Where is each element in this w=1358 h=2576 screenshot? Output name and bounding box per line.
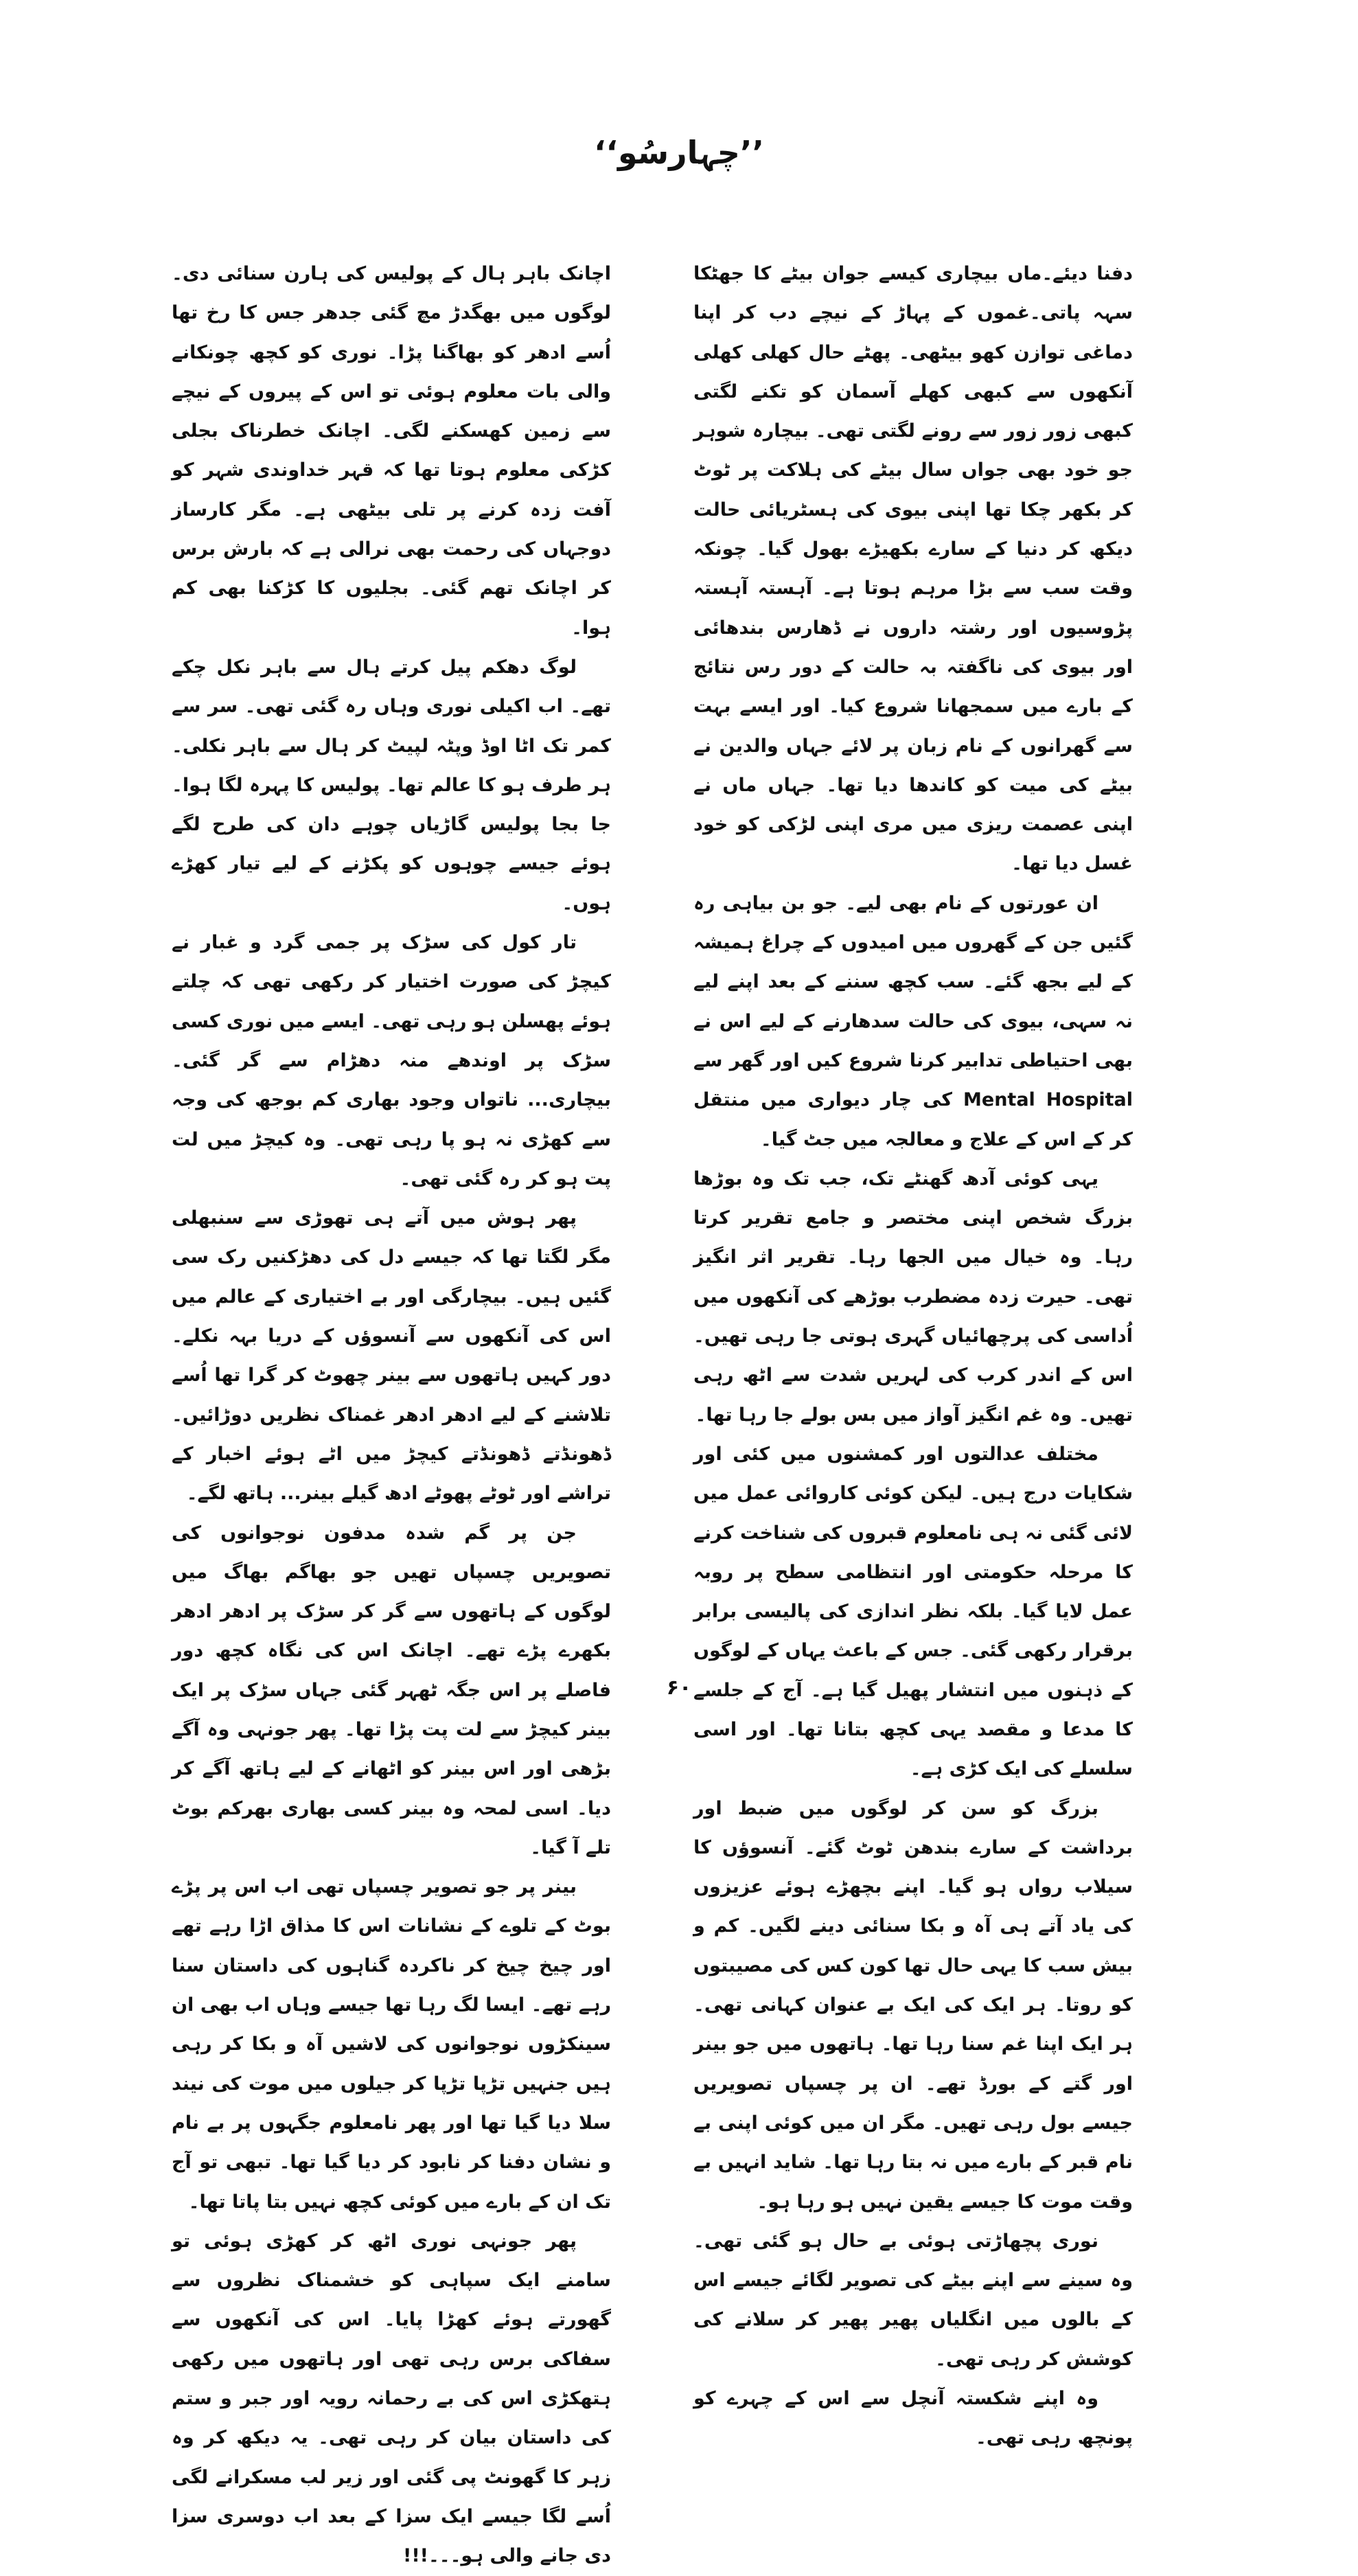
paragraph: اچانک باہر ہال کے پولیس کی ہارن سنائی دی۔ لوگوں میں بھگدڑ مچ گئی جدھر جس کا رخ تھا اُسے ادھر کو بھاگنا پڑا۔ نوری کو کچھ چونکانے والی بات معلوم ہوئی تو اس کے پیروں کے نیچے سے زمین کھسکنے لگی۔ اچانک خطرناک بجلی کڑکی معلوم ہوتا تھا کہ قہر خداوندی شہر کو آفت زدہ کرنے پر تلی بیٹھی ہے۔ مگر کارساز دوجہاں کی رحمت بھی نرالی ہے کہ بارش برس کر اچانک تھم گئی۔ بجلیوں کا کڑکنا بھی کم ہوا۔ xyxy=(172,263,611,639)
paragraph: بزرگ کو سن کر لوگوں میں ضبط اور برداشت کے سارے بندھن ٹوٹ گئے۔ آنسوؤں کا سیلاب رواں ہو گیا۔ اپنے بچھڑے ہوئے عزیزوں کی یاد آتے ہی آہ و بکا سنائی دینے لگیں۔ کم و بیش سب کا یہی حال تھا کون کس کی مصیبتوں کو روتا۔ ہر ایک کی ایک بے عنوان کہانی تھی۔ ہر ایک اپنا غم سنا رہا تھا۔ ہاتھوں میں جو بینر اور گتے کے بورڈ تھے۔ ان پر چسپاں تصویریں جیسے بول رہی تھیں۔ مگر ان میں کوئی اپنی بے نام قبر کے بارے میں نہ بتا رہا تھا۔ شاید انہیں بے وقت موت کا جیسے یقین نہیں ہو رہا ہو۔ xyxy=(693,1797,1133,2213)
paragraph: جن پر گم شدہ مدفون نوجوانوں کی تصویریں چسپاں تھیں جو بھاگم بھاگ میں لوگوں کے ہاتھوں سے گر کر سڑک پر ادھر ادھر بکھرے پڑے تھے۔ اچانک اس کی نگاہ کچھ دور فاصلے پر اس جگہ ٹھہر گئی جہاں سڑک پر ایک بینر کیچڑ سے لت پت پڑا تھا۔ پھر جونہی وہ آگے بڑھی اور اس بینر کو اٹھانے کے لیے ہاتھ آگے کر دیا۔ اسی لمحہ وہ بینر کسی بھاری بھرکم بوٹ تلے آ گیا۔ xyxy=(172,1522,611,1858)
page-title: ’’چہارسُو‘‘ xyxy=(594,134,764,171)
paragraph: پھر ہوش میں آتے ہی تھوڑی سے سنبھلی مگر لگتا تھا کہ جیسے دل کی دھڑکنیں رک سی گئیں ہیں۔ بیچارگی اور بے اختیاری کے عالم میں اس کی آنکھوں سے آنسوؤں کے دریا بہہ نکلے۔ دور کہیں ہاتھوں سے بینر چھوٹ کر گرا تھا اُسے تلاشنے کے لیے ادھر ادھر غمناک نظریں دوڑائیں۔ ڈھونڈتے ڈھونڈتے کیچڑ میں اٹے ہوئے اخبار کے تراشے اور ٹوٹے پھوٹے ادھ گیلے بینر... ہاتھ لگے۔ xyxy=(172,1207,611,1505)
paragraph: مختلف عدالتوں اور کمشنوں میں کئی اور شکایات درج ہیں۔ لیکن کوئی کاروائی عمل میں لائی گئی نہ ہی نامعلوم قبروں کی شناخت کرنے کا مرحلہ حکومتی اور انتظامی سطح پر روبہ عمل لایا گیا۔ بلکہ نظر اندازی کی پالیسی برابر برقرار رکھی گئی۔ جس کے باعث یہاں کے لوگوں کے ذہنوں میں انتشار پھیل گیا ہے۔ آج کے جلسے کا مدعا و مقصد یہی کچھ بتانا تھا۔ اور اسی سلسلے کی ایک کڑی ہے۔ xyxy=(693,1443,1133,1780)
paragraph: بینر پر جو تصویر چسپاں تھی اب اس پر پڑے بوٹ کے تلوے کے نشانات اس کا مذاق اڑا رہے تھے اور چیخ چیخ کر ناکردہ گناہوں کی داستان سنا رہے تھے۔ ایسا لگ رہا تھا جیسے وہاں اب بھی ان سینکڑوں نوجوانوں کی لاشیں آہ و بکا کر رہی ہیں جنہیں تڑپا تڑپا کر جیلوں میں موت کی نیند سلا دیا گیا تھا اور پھر نامعلوم جگہوں پر بے نام و نشان دفنا کر نابود کر دیا گیا تھا۔ تبھی تو آج تک ان کے بارے میں کوئی کچھ نہیں بتا پاتا تھا۔ xyxy=(172,1876,611,2213)
page-number: ۶۰ xyxy=(666,1676,692,1700)
right-column xyxy=(693,254,1133,2458)
paragraph: نوری پچھاڑتی ہوئی بے حال ہو گئی تھی۔ وہ سینے سے اپنے بیٹے کی تصویر لگائے جیسے اس کے بالوں میں انگلیاں پھیر پھیر کر سلانے کی کوشش کر رہی تھی۔ xyxy=(693,2230,1133,2370)
paragraph: لوگ دھکم پیل کرتے ہال سے باہر نکل چکے تھے۔ اب اکیلی نوری وہاں رہ گئی تھی۔ سر سے کمر تک اٹا اوڈ وپٹہ لپیٹ کر ہال سے باہر نکلی۔ ہر طرف ہو کا عالم تھا۔ پولیس کا پہرہ لگا ہوا۔ جا بجا پولیس گاڑیاں چوہے دان کی طرح لگے ہوئے جیسے چوہوں کو پکڑنے کے لیے تیار کھڑے ہوں۔ xyxy=(172,656,611,914)
paragraph: پھر جونہی نوری اٹھ کر کھڑی ہوئی تو سامنے ایک سپاہی کو خشمناک نظروں سے گھورتے ہوئے کھڑا پایا۔ اس کی آنکھوں سے سفاکی برس رہی تھی اور ہاتھوں میں رکھی ہتھکڑی اس کی بے رحمانہ رویہ اور جبر و ستم کی داستان بیان کر رہی تھی۔ یہ دیکھ کر وہ زہر کا گھونٹ پی گئی اور زیر لب مسکرانے لگی اُسے لگا جیسے ایک سزا کے بعد اب دوسری سزا دی جانے والی ہو۔۔۔!!! xyxy=(172,2230,611,2567)
paragraph: تار کول کی سڑک پر جمی گرد و غبار نے کیچڑ کی صورت اختیار کر رکھی تھی کہ چلتے ہوئے پھسلن ہو رہی تھی۔ ایسے میں نوری کسی سڑک پر اوندھے منہ دھڑام سے گر گئی۔ بیچاری... ناتواں وجود بھاری کم بوجھ کی وجہ سے کھڑی نہ ہو پا رہی تھی۔ وہ کیچڑ میں لت پت ہو کر رہ گئی تھی۔ xyxy=(172,932,611,1189)
paragraph-text: ان عورتوں کے نام بھی لیے۔ جو بن بیاہی رہ گئیں جن کے گھروں میں امیدوں کے چراغ ہمیشہ کے لیے بجھ گئے۔ سب کچھ سننے کے بعد اپنے لیے نہ سہی، بیوی کی حالت سدھارنے کے لیے اس نے بھی احتیاطی تدابیر کرنا شروع کیں اور گھر سے xyxy=(693,892,1133,1071)
left-column xyxy=(172,254,611,2576)
english-term: Mental Hospital xyxy=(963,1089,1133,1111)
paragraph-text: کی چار دیواری میں منتقل کر کے اس کے علاج و معالجہ میں جٹ گیا۔ xyxy=(693,1089,1133,1150)
paragraph: وہ اپنے شکستہ آنچل سے اس کے چہرے کو پونچھ رہی تھی۔ xyxy=(693,2388,1133,2449)
paragraph: یہی کوئی آدھ گھنٹے تک، جب تک وہ بوڑھا بزرگ شخص اپنی مختصر و جامع تقریر کرتا رہا۔ وہ خیال میں الجھا رہا۔ تقریر اثر انگیز تھی۔ حیرت زدہ مضطرب بوڑھے کی آنکھوں میں اُداسی کی پرچھائیاں گہری ہوتی جا رہی تھیں۔ اس کے اندر کرب کی لہریں شدت سے اٹھ رہی تھیں۔ وہ غم انگیز آواز میں بس بولے جا رہا تھا۔ xyxy=(693,1167,1133,1426)
paragraph xyxy=(693,884,1133,1159)
paragraph: دفنا دیئے۔ماں بیچاری کیسے جوان بیٹے کا جھٹکا سہہ پاتی۔غموں کے پہاڑ کے نیچے دب کر اپنا دماغی توازن کھو بیٹھی۔ پھٹے حال کھلی کھلی آنکھوں سے کبھی کھلے آسمان کو تکنے لگتی کبھی زور زور سے رونے لگتی تھی۔ بیچارہ شوہر جو خود بھی جواں سال بیٹے کی ہلاکت پر ٹوٹ کر بکھر چکا تھا اپنی بیوی کی ہسٹریائی حالت دیکھ کر دنیا کے سارے بکھیڑے بھول گیا۔ چونکہ وقت سب سے بڑا مرہم ہوتا ہے۔ آہستہ آہستہ پڑوسیوں اور رشتہ داروں نے ڈھارس بندھائی اور بیوی کی ناگفتہ بہ حالت کے دور رس نتائج کے بارے میں سمجھانا شروع کیا۔ اور ایسے بہت سے گھرانوں کے نام زبان پر لائے جہاں والدین نے بیٹے کی میت کو کاندھا دیا تھا۔ جہاں ماں نے اپنی عصمت ریزی میں مری اپنی لڑکی کو خود غسل دیا تھا۔ xyxy=(693,263,1133,875)
